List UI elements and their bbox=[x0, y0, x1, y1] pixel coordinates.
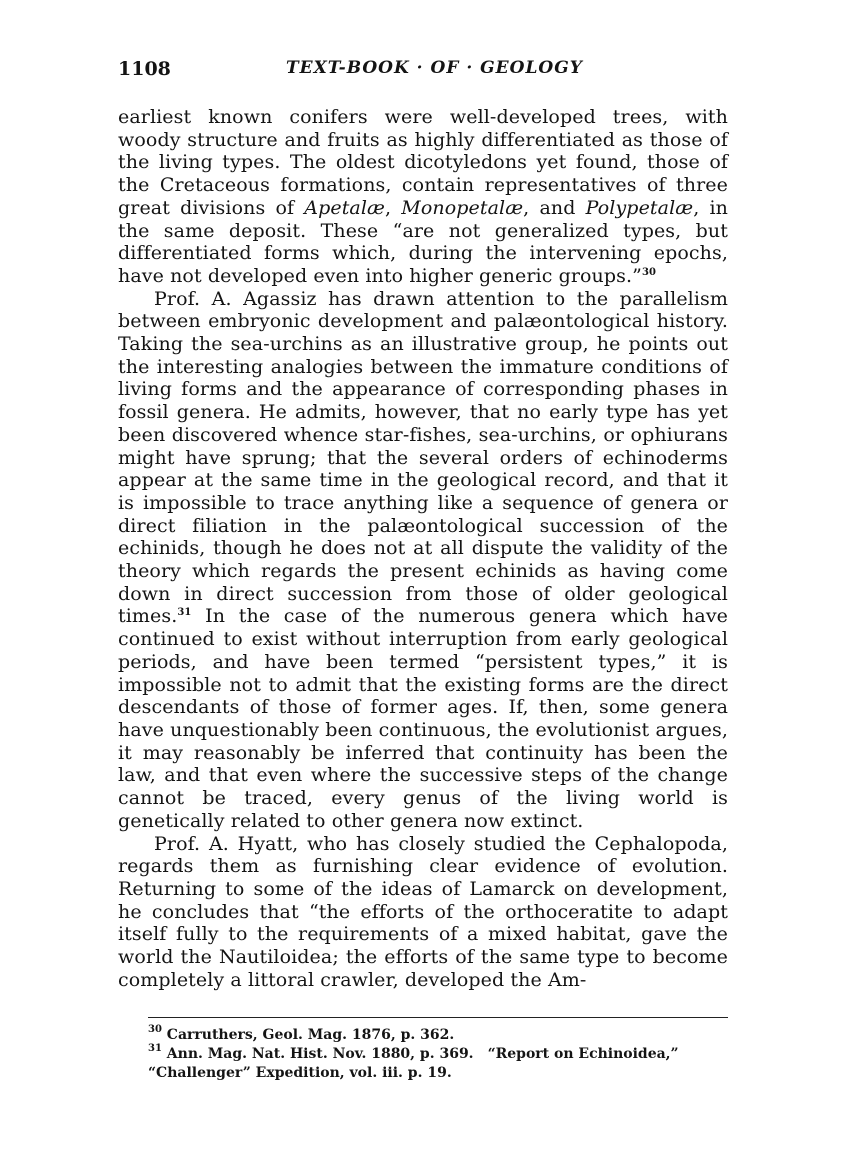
paragraph-3: Prof. A. Hyatt, who has closely studied the Cephalopoda, regards them as furnishing clear evidence of evolution. Returning to some of the ideas of Lamarck on development, he concludes that “the efforts of the orthoceratite to adapt itself fully to the requirements of a mixed habitat, gave the world the Nautiloidea; the efforts of the same type to become completely a littoral crawler, developed the Am- bbox=[118, 832, 728, 991]
body-text bbox=[118, 106, 728, 991]
taxon-monopetalae: Monopetalæ bbox=[401, 196, 524, 219]
footnote-divider bbox=[148, 1017, 728, 1018]
footnotes bbox=[118, 1026, 728, 1083]
paragraph-2: Prof. A. Agassiz has drawn attention to the parallelism between embryonic development and palæontological history. Taking the sea-urchins as an illustrative group, he points out the interesting analogies between the immature conditions of living forms and the appearance of corresponding phases in fossil genera. He admits, however, that no early type has yet been discovered whence star-fishes, sea-urchins, or ophiurans might have sprung; that the several orders of echinoderms appear at the same time in the geological record, and that it is impossible to trace anything like a sequence of genera or direct filiation in the palæontological succession of the echinids, though he does not at all dispute the validity of the theory which regards the present echinids as having come down in direct succession from those of older geological times.$^{31}$ In the case of the numerous genera which have continued to exist without interruption from early geological periods, and have been termed “persistent types,” it is impossible not to admit that the existing forms are the direct descendants of those of former ages. If, then, some genera have unquestionably been continuous, the evolutionist argues, it may reasonably be inferred that continuity has been the law, and that even where the successive steps of the change cannot be traced, every genus of the living world is genetically related to other genera now extinct. bbox=[118, 287, 728, 832]
taxon-apetalae: Apetalæ bbox=[304, 196, 385, 219]
running-title: TEXT-BOOK · OF · GEOLOGY bbox=[286, 58, 583, 78]
book-page bbox=[118, 58, 728, 1083]
footnote-30: $^{30}$ Carruthers, Geol. Mag. 1876, p. 362. bbox=[148, 1024, 455, 1044]
running-head bbox=[118, 58, 728, 88]
page-number: 1108 bbox=[118, 58, 171, 80]
taxon-polypetalae: Polypetalæ bbox=[585, 196, 694, 219]
footnote-ref-30: 30 bbox=[641, 266, 657, 278]
footnote-ref-31: 31 bbox=[177, 607, 192, 619]
footnote-31: $^{31}$ Ann. Mag. Nat. Hist. Nov. 1880, p. 369. “Report on Echinoidea,” “Challenger” Expedition, vol. iii. p. 19. bbox=[148, 1043, 679, 1082]
paragraph-1: earliest known conifers were well-developed trees, with woody structure and fruits as highly differentiated as those of the living types. The oldest dicotyledons yet found, those of the Cretaceous formations, contain representatives of three great divisions of Apetalæ, Monopetalæ, and Polypetalæ, in the same deposit. These “are not generalized types, but differentiated forms which, during the intervening epochs, have not developed even into higher generic groups.”$^{30}$ bbox=[118, 106, 729, 287]
